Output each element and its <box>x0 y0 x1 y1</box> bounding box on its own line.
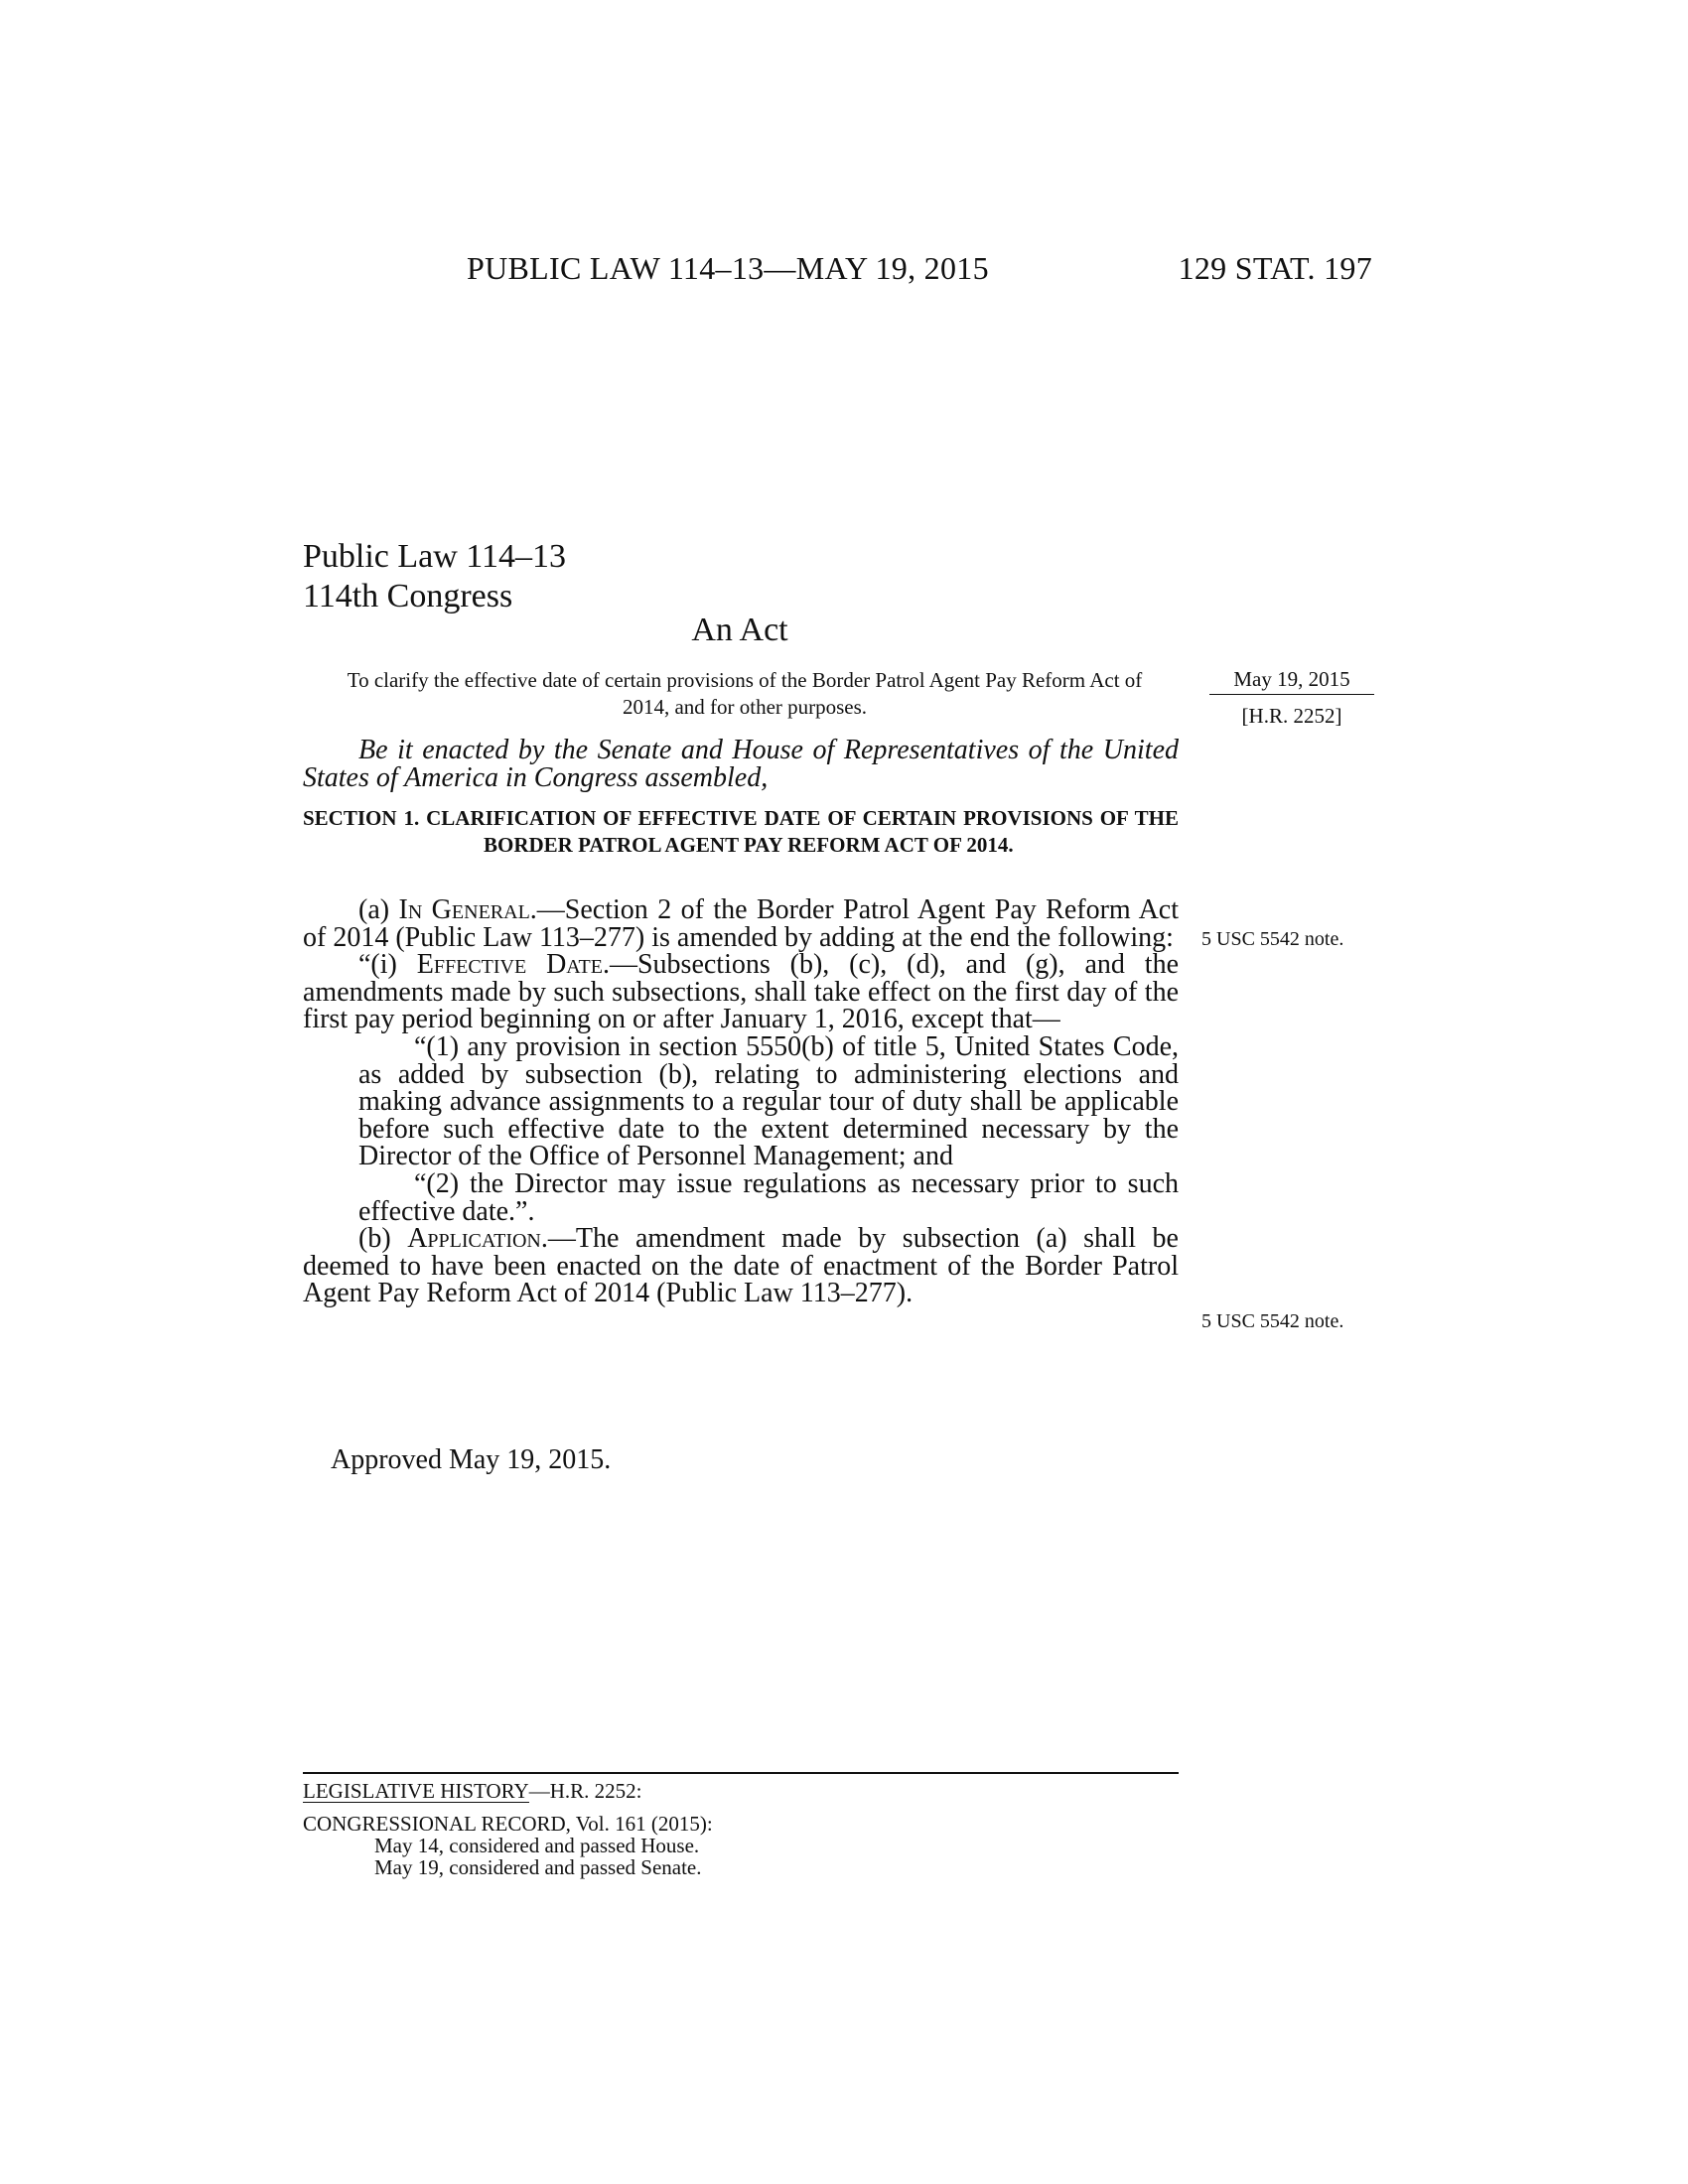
public-law-number: Public Law 114–13 <box>303 538 567 575</box>
act-purpose: To clarify the effective date of certain provisions of the Border Patrol Agent Pay Reform Act of 2014, and for other purposes. <box>347 668 1143 719</box>
footnote-rule <box>303 1772 1179 1774</box>
legislative-history-title: LEGISLATIVE HISTORY <box>303 1779 529 1803</box>
congress-label: 114th Congress <box>303 578 513 614</box>
history-entry: May 14, considered and passed House. <box>374 1834 700 1857</box>
item-1: “(1) any provision in section 5550(b) of title 5, United States Code, as added by subsection (b), relating to administering elections and making advance assignments to a regular tour of duty shall be applicable before such effective date to the extent determined necessary by the Director of the Office of Personnel Management; and <box>358 1030 1179 1172</box>
bill-number: [H.R. 2252] <box>1241 704 1342 728</box>
legislative-history-bill: —H.R. 2252: <box>528 1779 642 1803</box>
subsection-a-label: (a) <box>358 894 399 925</box>
approved-date: Approved May 19, 2015. <box>331 1444 612 1475</box>
page-number: 129 STAT. 197 <box>1178 250 1372 286</box>
margin-note: 5 USC 5542 note. <box>1201 1310 1344 1332</box>
congressional-record: CONGRESSIONAL RECORD, Vol. 161 (2015): <box>303 1812 713 1836</box>
item-2: “(2) the Director may issue regulations as necessary prior to such effective date.”. <box>358 1167 1179 1227</box>
paragraph-i-caption: Effective Date <box>416 949 603 981</box>
subsection-a-text: .—Section 2 of the Border Patrol Agent Pay Reform Act of 2014 (Public Law 113–277) is amended by adding at the end the following: <box>303 894 1180 953</box>
legislative-history <box>303 1780 713 1878</box>
subsection-a <box>303 896 1179 951</box>
margin-note: 5 USC 5542 note. <box>1201 928 1344 950</box>
history-entry: May 19, considered and passed Senate. <box>374 1855 702 1879</box>
subsection-a-caption: In General <box>398 894 530 925</box>
running-head-title: PUBLIC LAW 114–13—MAY 19, 2015 <box>467 250 989 286</box>
enacting-clause: Be it enacted by the Senate and House of Representatives of the United States of America in Congress assembled, <box>303 735 1179 793</box>
approval-date: May 19, 2015 <box>1209 666 1374 695</box>
subsection-b-caption: Application <box>407 1223 541 1255</box>
act-label: An Act <box>691 612 788 648</box>
section-heading: SECTION 1. CLARIFICATION OF EFFECTIVE DATE OF CERTAIN PROVISIONS OF THE BORDER PATROL AGENT PAY REFORM ACT OF 2014. <box>303 806 1179 857</box>
paragraph-i-label: “(i) <box>358 949 417 981</box>
paragraph-i <box>303 951 1179 1033</box>
subsection-b-text: .—The amendment made by subsection (a) shall be deemed to have been enacted on the date of enactment of the Border Patrol Agent Pay Reform Act of 2014 (Public Law 113–277). <box>303 1223 1179 1309</box>
subsection-b-label: (b) <box>358 1223 408 1255</box>
section-body <box>303 896 1179 1307</box>
subsection-b <box>303 1225 1179 1307</box>
paragraph-i-text: .—Subsections (b), (c), (d), and (g), and the amendments made by such subsections, shall take effect on the first day of the first pay period beginning on or after January 1, 2016, except that— <box>303 949 1180 1035</box>
side-date-block <box>1209 666 1374 730</box>
